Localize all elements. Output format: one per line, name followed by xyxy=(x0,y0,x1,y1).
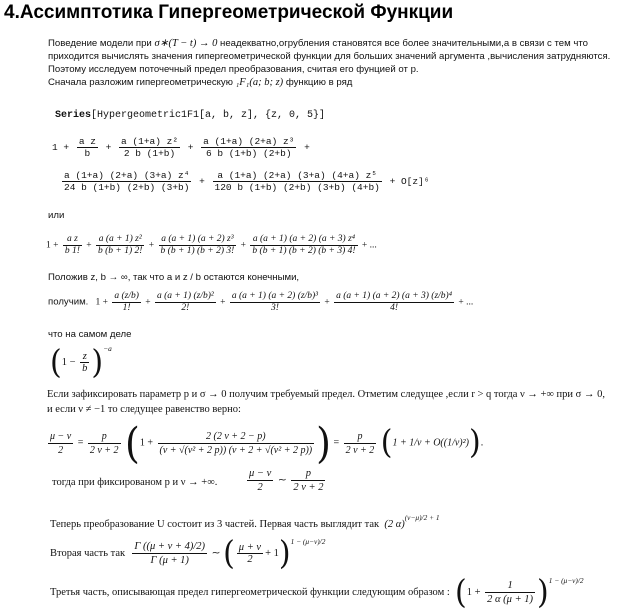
fix-paragraph-line-1: Если зафиксировать параметр p и σ → 0 получим требуемый предел. Отметим следущее ,если r > q тогда ν → +∞ при σ → 0, xyxy=(47,389,605,400)
fix-paragraph-line-2: и если ν ≠ −1 то следущее равенство верно: xyxy=(47,404,241,415)
fixed-p-formula: $\frac{\mu - \nu}{2}$ ∼ $\frac{p}{2 \nu + 2}$ xyxy=(249,468,324,493)
or-text: или xyxy=(48,210,65,221)
second-part: Вторая часть так $\frac{\Gamma ((\mu + \nu + 4)/2)}{\Gamma (\mu + 1)}$ ∼ ( $\frac{\mu + \nu}{2}$ + 1)$^{1 - (\mu-\nu)/2}$ xyxy=(50,533,326,573)
third-part: Третья часть, описывающая предел гипергеометрической функции следующим образом : (1 + $\frac{1}{2 \alpha (\mu + 1)}$ )$^{1 - (\mu-\nu)/2}$ xyxy=(50,572,584,611)
limit-series: получим. 1 + $\frac{a (z/b)}{1!}$ + $\frac{\text{a (a + 1) (z/b)²}}{2!}$ + $\frac{\text{a (a + 1) (a + 2) (z/b)³}}{3!}$ + $\frac{\text{a (a + 1) (a + 2) (a + 3) (z/b)⁴}}{4!}$ + ... xyxy=(48,291,474,313)
section-title: 4.Ассимптотика Гипергеометрической Функции xyxy=(4,2,454,23)
transform-text: Теперь преобразование U состоит из 3 частей. Первая часть выглядит так (2 α)$^{(\nu-\mu)/2 + 1}$ xyxy=(50,513,440,530)
series-expanded: 1 + $\frac{\text{a z}}{b 1!}$ + $\frac{\text{a (a + 1) z²}}{b (b + 1) 2!}$ + $\frac{\text{a (a + 1) (a + 2) z³}}{b (b + 1) (b + 2) 3!}$ + $\frac{\text{a (a + 1) (a + 2) (a + 3) z⁴}}{b (b + 1) (b + 2) (b + 3) 4!}$ + ... xyxy=(46,234,377,256)
limit-text: Положив z, b → ∞, так что a и z / b остаются конечными, xyxy=(48,272,300,283)
series-input: Series[Hypergeometric1F1[a, b, z], {z, 0, 5}] xyxy=(55,110,326,121)
intro-line-3: Поэтому исследуем поточечный предел преобразования, считая его фунцией от p. xyxy=(48,64,419,75)
series-output-row-1: 1 + $\frac{\text{a z}}{b}$ + $\frac{\text{a (1+a) z²}}{2 b (1+b)}$ + $\frac{\text{a (1+a) (2+a) z³}}{6 b (1+b) (2+b)}$ + xyxy=(52,136,310,159)
intro-line-4: Сначала разложим гипергеометрическую ₁F₁(a; b; z) функцию в ряд xyxy=(48,77,353,88)
fixed-p-text: тогда при фиксированом p и ν → +∞. xyxy=(52,477,218,488)
series-output-row-2: $\frac{\text{a (1+a) (2+a) (3+a) z⁴}}{24 b (1+b) (2+b) (3+b)}$ + $\frac{\text{a (1+a) (2+a) (3+a) (4+a) z⁵}}{120 b (1+b) (2+b) (3+b) (4+b)}$ + O[z]⁶ xyxy=(64,170,430,193)
equality-formula: $\frac{\mu - \nu}{2}$ = $\frac{p}{2 \nu + 2}$ (1 + $\frac{2 (2 \nu + 2 - p)}{\text{(ν + √(ν² + 2 p)) (ν + 2 + √(ν² + 2 p))}}$ ) = $\frac{p}{2 \nu + 2}$ (1 + 1/ν + O((1/ν)²)). xyxy=(50,418,484,468)
actually-text: что на самом деле xyxy=(48,329,132,340)
intro-line-1: Поведение модели при σ∗(T − t) → 0 неадекватно,огрубления становятся все более значительными,а в связи с тем что xyxy=(48,38,588,49)
intro-line-2: приходится вычислять значения гипергеометрической функции для больших значений аргумента ,вычисления затрудняются. xyxy=(48,51,611,62)
power-expression: (1 − $\frac{z}{b}$ )$^{-a}$ xyxy=(50,342,112,382)
